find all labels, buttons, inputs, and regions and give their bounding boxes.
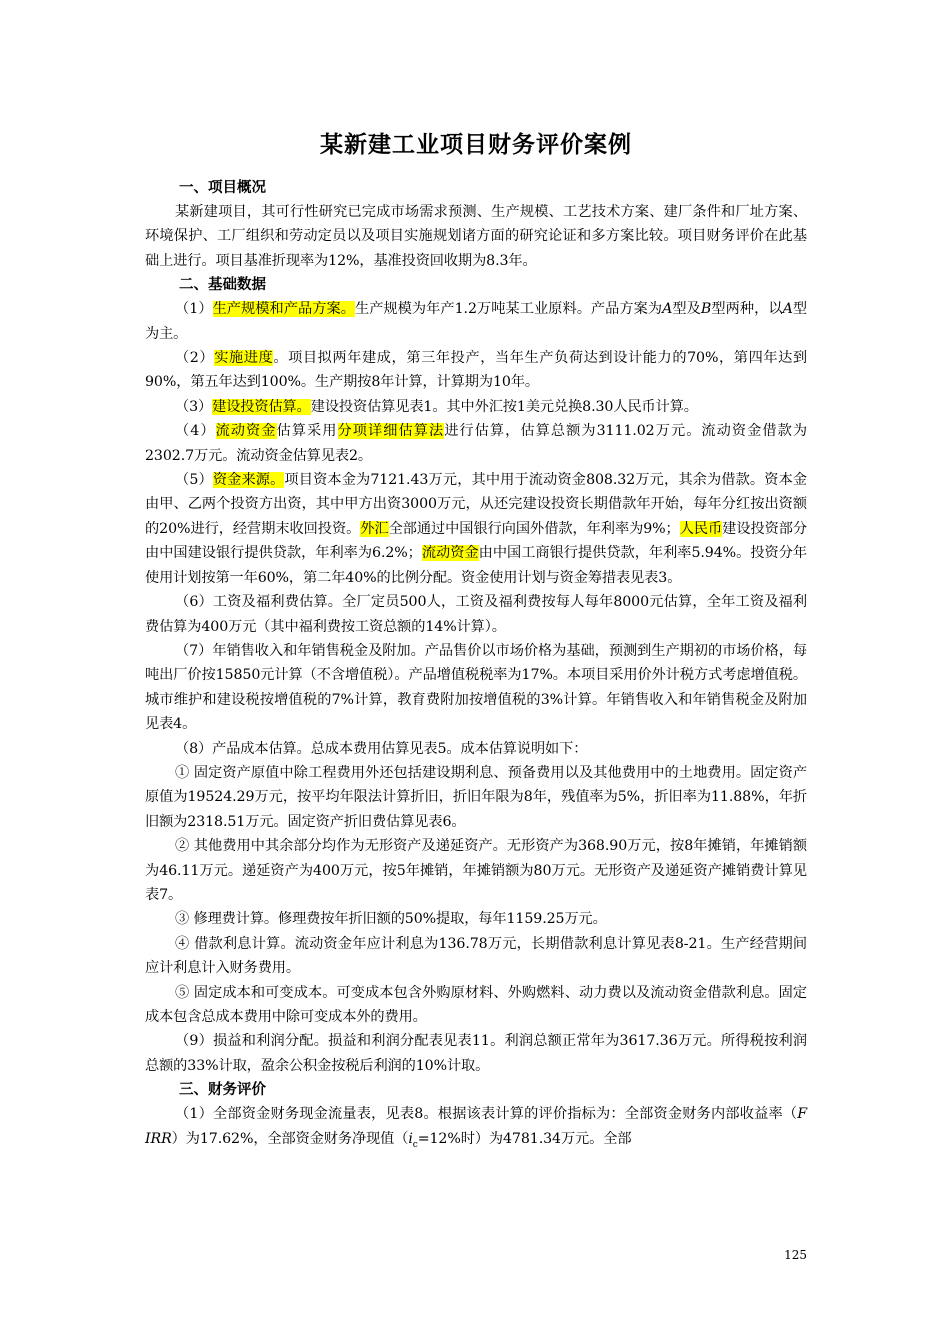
section-heading: 三、财务评价 (179, 1082, 266, 1099)
text-run: （1） (175, 301, 213, 318)
paragraph (145, 395, 807, 419)
text-run: ④ 借款利息计算。流动资金年应计利息为136.78万元，长期借款利息计算见表8-21。生产经营期间应计利息计入财务费用。 (145, 935, 807, 977)
document-body (145, 176, 807, 1157)
paragraph (145, 981, 807, 1030)
highlighted-text: 资金来源。 (212, 472, 285, 489)
text-run: （9）损益和利润分配。损益和利润分配表见表11。利润总额正常年为3617.36万元。所得税按利润总额的33%计取，盈余公积金按税后利润的10%计取。 (145, 1033, 807, 1074)
text-run: 估算采用 (276, 423, 338, 440)
text-run: （4） (175, 423, 216, 440)
text-run: （7）年销售收入和年销售税金及附加。产品售价以市场价格为基础，预测到生产期初的市场价格，每吨出厂价按15850元计算（不含增值税）。产品增值税税率为17%。本项目采用价外计税方式考虑增值税。城市维护和建设税按增值税的7%计算，教育费附加按增值税的3%计算。年销售收入和年销售税金及附加见表4。 (145, 642, 807, 733)
text-run: 某新建项目，其可行性研究已完成市场需求预测、生产规模、工艺技术方案、建厂条件和厂址方案、环境保护、工厂组织和劳动定员以及项目实施规划诸方面的研究论证和多方案比较。项目财务评价在此基础上进行。项目基准折现率为12%，基准投资回收期为8.3年。 (145, 204, 807, 269)
text-run: （5） (175, 472, 213, 489)
text-run: ① 固定资产原值中除工程费用外还包括建设期利息、预备费用以及其他费用中的土地费用。固定资产原值为19524.29万元，按平均年限法计算折旧，折旧年限为8年，残值率为5%，折旧率为11.88%，年折旧额为2318.51万元。固定资产折旧费估算见表6。 (145, 764, 807, 830)
paragraph (145, 1102, 807, 1157)
italic-text: A (782, 301, 793, 318)
text-run: （6）工资及福利费估算。全厂定员500人，工资及福利费按每人每年8000元估算，全年工资及福利费估算为400万元（其中福利费按工资总额的14%计算）。 (145, 594, 807, 635)
text-run: 由中国工商银行提供贷款，年利率5.94%。投资分年使用计划按第一年60%，第二年40%的比例分配。资金使用计划与资金筹措表见表3。 (145, 545, 807, 586)
highlighted-text: 分项详细估算法 (337, 423, 445, 440)
text-run: （2） (175, 350, 215, 367)
paragraph (145, 907, 807, 931)
italic-text: F IRR (145, 1106, 807, 1147)
highlighted-text: 人民币 (679, 520, 723, 537)
highlighted-text: 建设投资估算。 (212, 398, 311, 415)
text-run: 项目资本金为7121.43万元，其中用于流动资金808.32万元，其余为借款。资本金由甲、乙两个投资方出资，其中甲方出资3000万元，从还完建设投资长期借款年开始，每年分红按出资额的20%进行，经营期末收回投资。 (145, 472, 807, 537)
paragraph (145, 297, 807, 346)
text-run: （1）全部资金财务现金流量表，见表8。根据该表计算的评价指标为：全部资金财务内部收益率（ (175, 1106, 798, 1123)
italic-text: i (408, 1130, 413, 1147)
paragraph (145, 419, 807, 468)
highlighted-text: 流动资金 (215, 423, 277, 440)
page-number: 125 (784, 1248, 807, 1262)
text-run: 建设投资部分由中国建设银行提供贷款，年利率为6.2%； (145, 520, 808, 562)
text-run: 生产规模为年产1.2万吨某工业原料。产品方案为 (354, 301, 663, 318)
highlighted-text: 流动资金 (421, 545, 479, 562)
text-run: （3） (175, 398, 213, 415)
paragraph (145, 346, 807, 395)
subscript-text: c (412, 1139, 418, 1150)
text-run: ⑤ 固定成本和可变成本。可变成本包含外购原材料、外购燃料、动力费以及流动资金借款利息。固定成本包含总成本费用中除可变成本外的费用。 (145, 984, 807, 1025)
document-page (145, 128, 807, 1157)
highlighted-text: 生产规模和产品方案。 (212, 301, 355, 318)
text-run: 型及 (672, 301, 701, 318)
highlighted-text: 实施进度 (214, 350, 274, 367)
text-run: 型两种，以 (711, 301, 783, 318)
paragraph (145, 761, 807, 834)
document-title: 某新建工业项目财务评价案例 (320, 132, 632, 158)
section-heading: 二、基础数据 (179, 277, 266, 294)
text-run: 全部通过中国银行向国外借款，年利率为9%； (388, 520, 680, 537)
text-run: 进行估算，估算总额为3111.02万元。流动资金借款为2302.7万元。流动资金估算见表2。 (145, 423, 807, 464)
paragraph (145, 834, 807, 907)
text-run: ③ 修理费计算。修理费按年折旧额的50%提取，每年1159.25万元。 (175, 911, 607, 928)
paragraph (145, 737, 807, 761)
paragraph (145, 590, 807, 639)
text-run: （8）产品成本估算。总成本费用估算见表5。成本估算说明如下： (175, 740, 588, 757)
section-heading: 一、项目概况 (179, 180, 266, 196)
text-run: ② 其他费用中其余部分均作为无形资产及递延资产。无形资产为368.90万元，按8年摊销，年摊销额为46.11万元。递延资产为400万元，按5年摊销，年摊销额为80万元。无形资产及递延资产摊销费计算见表7。 (145, 838, 807, 903)
highlighted-text: 外汇 (360, 520, 389, 537)
text-run: 建设投资估算见表1。其中外汇按1美元兑换8.30人民币计算。 (310, 398, 698, 415)
text-run: =12%时）为4781.34万元。全部 (417, 1130, 632, 1147)
paragraph (145, 468, 807, 590)
text-run: 。项目拟两年建成，第三年投产，当年生产负荷达到设计能力的70%，第四年达到90%，第五年达到100%。生产期按8年计算，计算期为10年。 (145, 350, 808, 391)
text-run: ）为17.62%，全部资金财务净现值（ (171, 1130, 409, 1147)
text-run: 型为主。 (145, 301, 807, 342)
italic-text: B (700, 301, 712, 318)
paragraph (145, 200, 807, 273)
paragraph (145, 639, 807, 737)
paragraph (145, 1029, 807, 1078)
italic-text: A (662, 301, 673, 318)
paragraph (145, 932, 807, 981)
